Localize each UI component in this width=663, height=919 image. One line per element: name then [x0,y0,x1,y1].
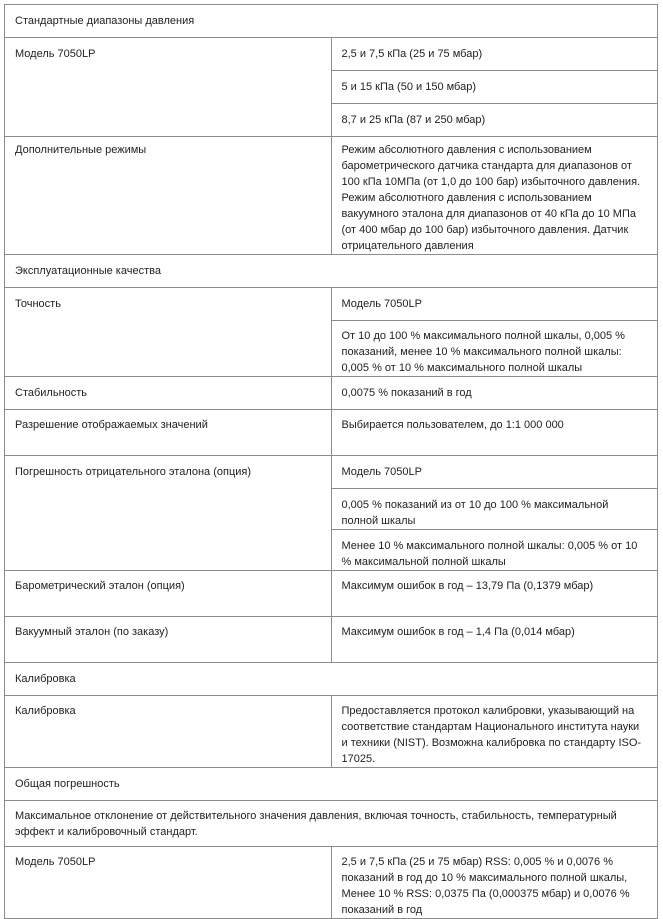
section-title-calibration: Калибровка [5,663,658,696]
table-row [5,696,658,768]
section-row-performance [5,255,658,288]
section-title-overall-error: Общая погрешность [5,768,658,801]
table-row [5,38,658,71]
row-label-calibration: Калибровка [5,696,332,768]
table-row [5,801,658,847]
row-value: 5 и 15 кПа (50 и 150 мбар) [331,71,658,104]
table-row [5,137,658,255]
row-value: Выбирается пользователем, до 1:1 000 000 [331,410,658,456]
specifications-table [4,4,658,919]
row-label-stability: Стабильность [5,377,332,410]
table-row [5,617,658,663]
section-title-pressure-ranges: Стандартные диапазоны давления [5,5,658,38]
row-value: Режим абсолютного давления с использованием барометрического датчика стандарта для диапазонов от 100 кПа 10МПа (от 1,0 до 100 бар) избыточного давления. Режим абсолютного давления с использованием вакуумного эталона для диапазонов от 40 кПа до 10 МПа (от 400 мбар до 100 бар) избыточного давления. Датчик отрицательного давления [331,137,658,255]
row-label-negative-reference: Погрешность отрицательного эталона (опция) [5,456,332,571]
row-value: 8,7 и 25 кПа (87 и 250 мбар) [331,104,658,137]
table-row [5,571,658,617]
row-value: Максимум ошибок в год – 1,4 Па (0,014 мбар) [331,617,658,663]
row-value: 2,5 и 7,5 кПа (25 и 75 мбар) RSS: 0,005 % и 0,0076 % показаний в год до 10 % максимального полной шкалы, Менее 10 % RSS: 0,0375 Па (0,000375 мбар) и 0,0076 % показаний в год [331,847,658,919]
overall-error-note: Максимальное отклонение от действительного значения давления, включая точность, стабильность, температурный эффект и калибровочный стандарт. [5,801,658,847]
row-label-barometric-reference: Барометрический эталон (опция) [5,571,332,617]
section-row-overall-error [5,768,658,801]
section-row-pressure-ranges [5,5,658,38]
row-value: 2,5 и 7,5 кПа (25 и 75 мбар) [331,38,658,71]
row-value: Максимум ошибок в год – 13,79 Па (0,1379 мбар) [331,571,658,617]
table-row [5,847,658,919]
table-row [5,456,658,489]
row-label-model-7050lp: Модель 7050LP [5,847,332,919]
table-row [5,410,658,456]
section-row-calibration [5,663,658,696]
table-row [5,288,658,321]
table-row [5,377,658,410]
spec-table-container [4,4,658,919]
row-value: Предоставляется протокол калибровки, указывающий на соответствие стандартам Национального института науки и техники (NIST). Возможна калибровка по стандарту ISO-17025. [331,696,658,768]
row-label-accuracy: Точность [5,288,332,377]
row-value: 0,0075 % показаний в год [331,377,658,410]
row-value: Модель 7050LP [331,288,658,321]
row-value: Менее 10 % максимального полной шкалы: 0,005 % от 10 % максимальной полной шкалы [331,530,658,571]
row-value: 0,005 % показаний из от 10 до 100 % максимальной полной шкалы [331,489,658,530]
row-label-model-7050lp: Модель 7050LP [5,38,332,137]
row-value: От 10 до 100 % максимального полной шкалы, 0,005 % показаний, менее 10 % максимального полной шкалы: 0,005 % от 10 % максимального полной шкалы [331,321,658,377]
row-label-resolution: Разрешение отображаемых значений [5,410,332,456]
row-label-extra-modes: Дополнительные режимы [5,137,332,255]
row-label-vacuum-reference: Вакуумный эталон (по заказу) [5,617,332,663]
row-value: Модель 7050LP [331,456,658,489]
section-title-performance: Эксплуатационные качества [5,255,658,288]
